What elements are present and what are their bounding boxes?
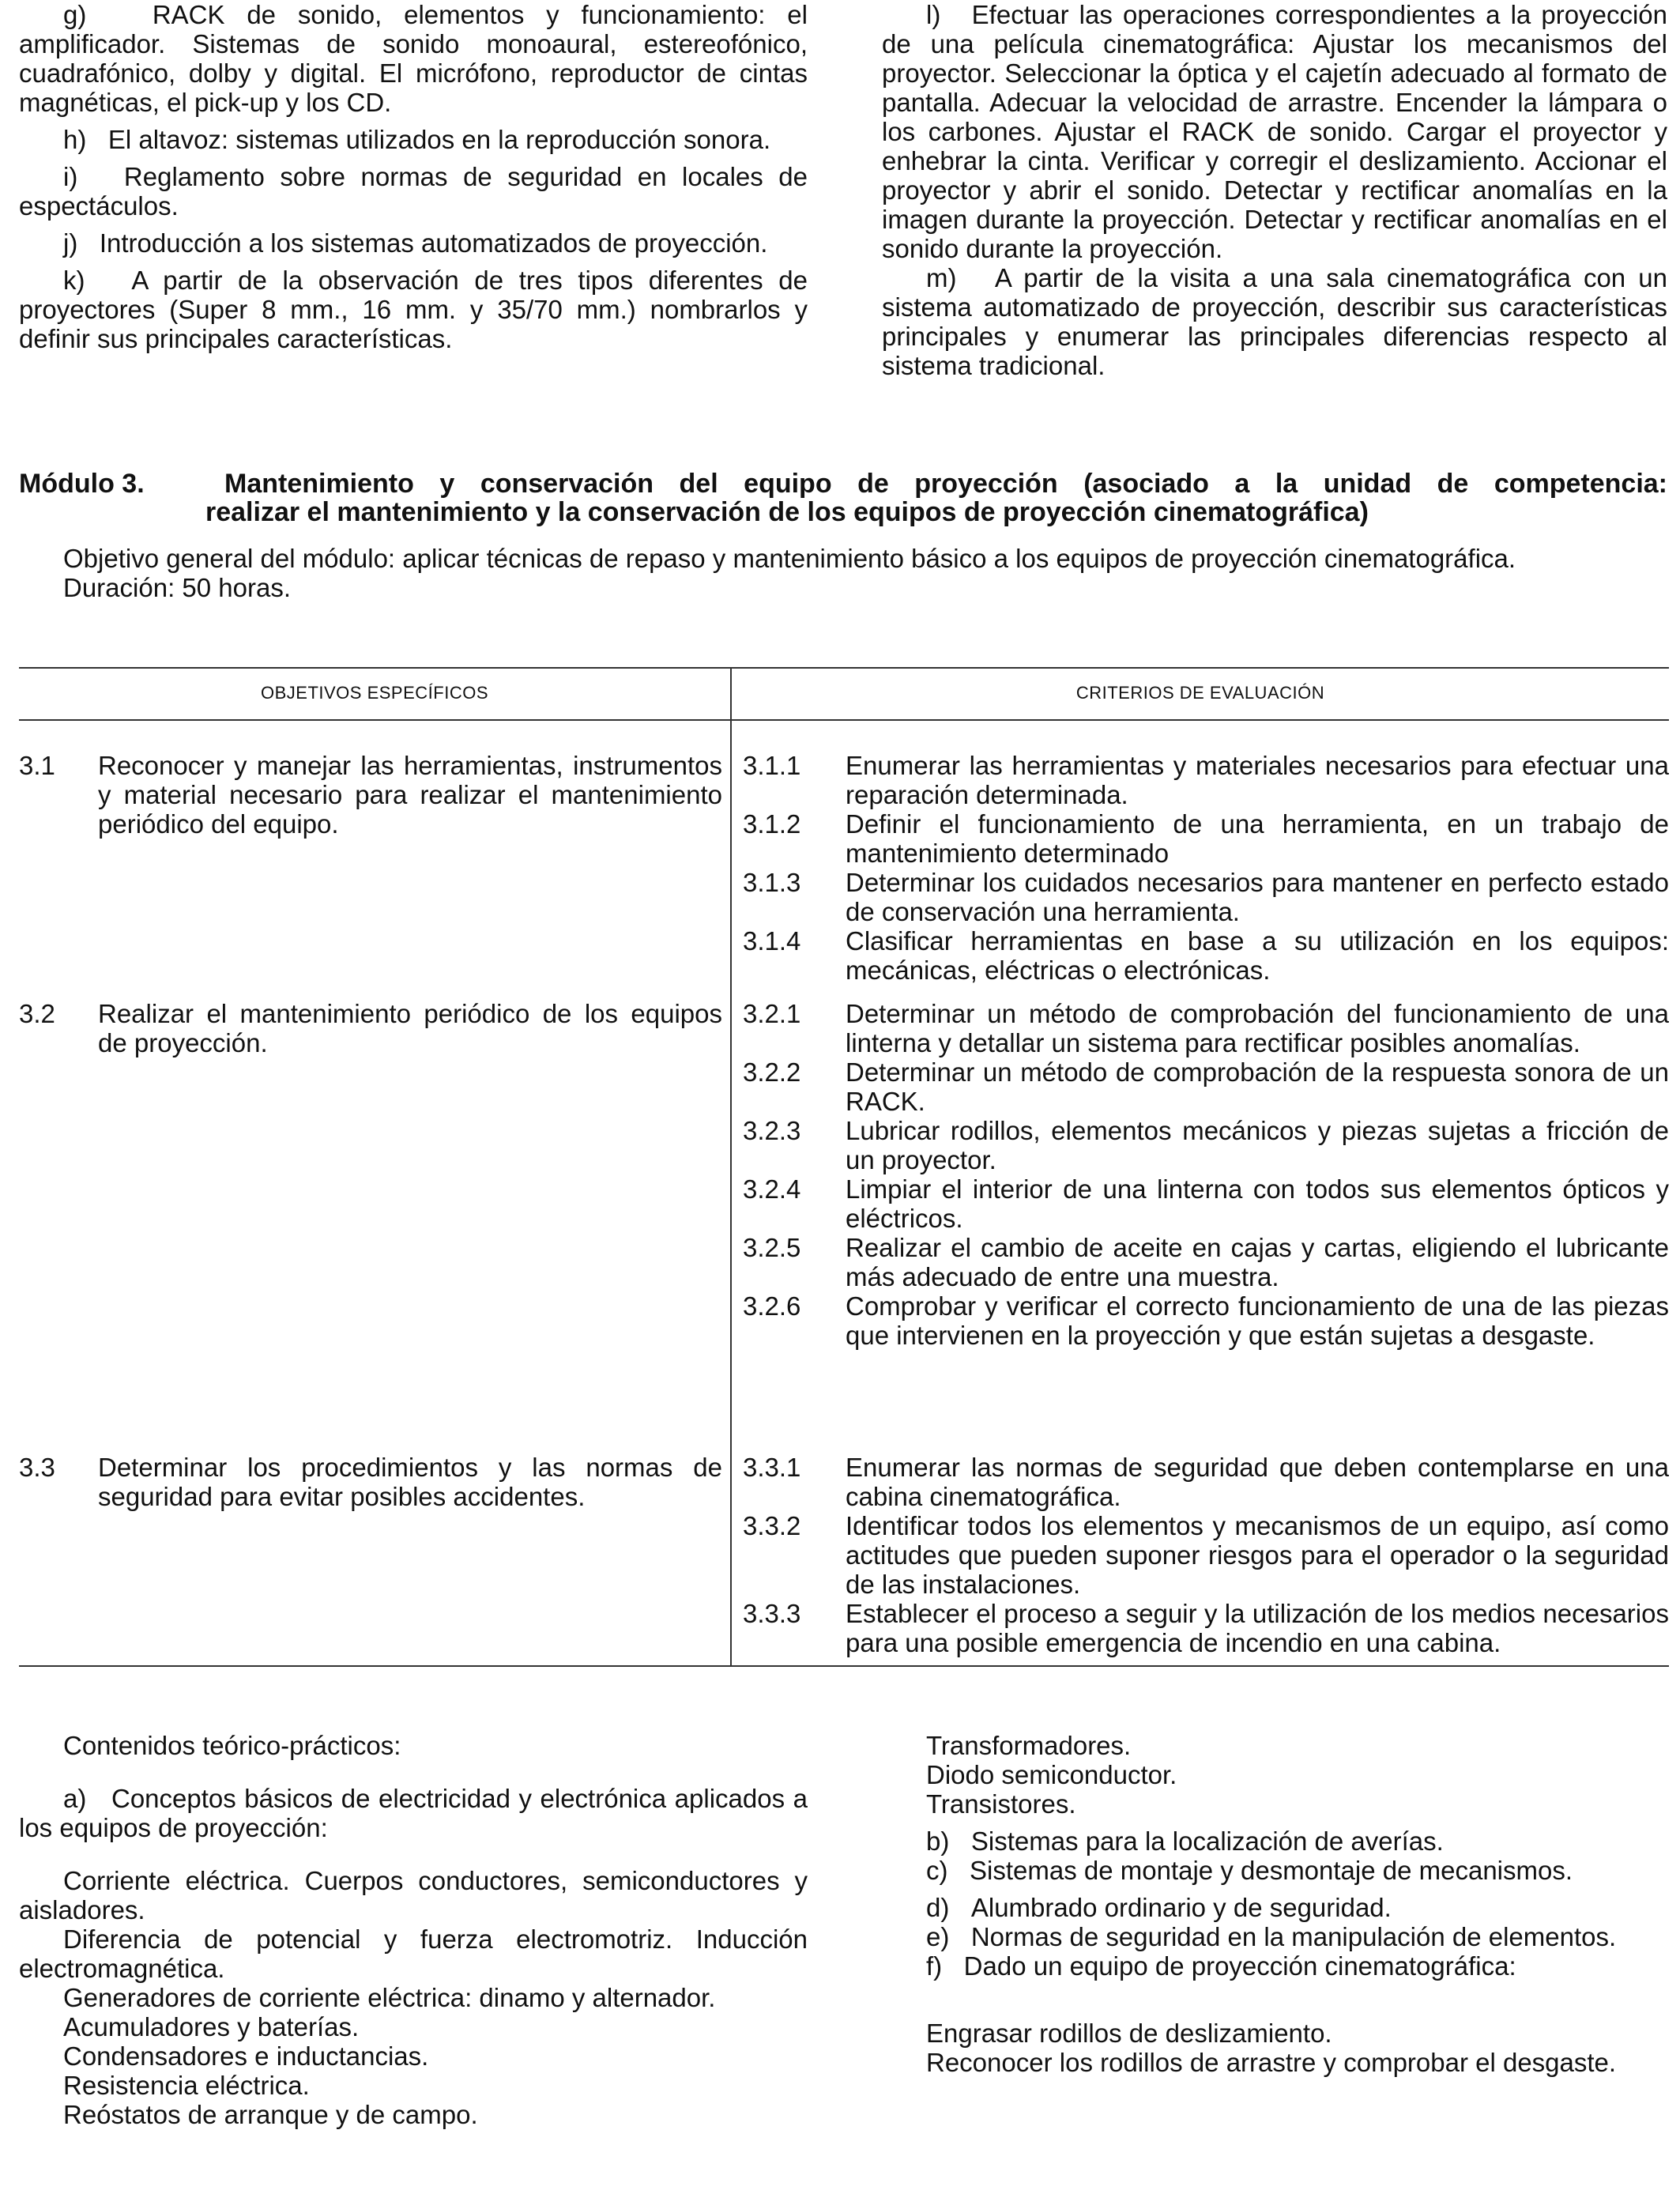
criterion-text: Identificar todos los elementos y mecanismos de un equipo, así como actitudes que pueden suponer riesgos para el operador o la seguridad de las instalaciones. — [846, 1511, 1669, 1599]
list-item-c: c) Sistemas de montaje y desmontaje de mecanismos. — [926, 1856, 1573, 1885]
content-line: Transformadores. — [926, 1731, 1132, 1760]
criteria-group-3-3 — [743, 1453, 1669, 1657]
general-objective: Objetivo general del módulo: aplicar técnicas de repaso y mantenimiento básico a los equipos de proyección cinematográfica. — [63, 544, 1516, 573]
criterion-3-2-1 — [743, 999, 1669, 1057]
criterion-3-2-5 — [743, 1233, 1669, 1291]
criterion-text: Realizar el cambio de aceite en cajas y cartas, eligiendo el lubricante más adecuado de entre una muestra. — [846, 1233, 1669, 1291]
content-line: Transistores. — [926, 1789, 1076, 1819]
criterion-number: 3.3.1 — [743, 1453, 801, 1482]
objective-text: Realizar el mantenimiento periódico de los equipos de proyección. — [98, 999, 722, 1057]
criterion-number: 3.2.3 — [743, 1116, 801, 1145]
content-line: Engrasar rodillos de deslizamiento. — [926, 2019, 1332, 2048]
criterion-text: Enumerar las herramientas y materiales necesarios para efectuar una reparación determinada. — [846, 751, 1669, 809]
top-right-column — [882, 0, 1667, 380]
criterion-text: Limpiar el interior de una linterna con todos sus elementos ópticos y eléctricos. — [846, 1174, 1669, 1233]
criterion-3-1-1 — [743, 751, 1669, 809]
list-item-f: f) Dado un equipo de proyección cinematográfica: — [926, 1951, 1516, 1981]
content-line: Reóstatos de arranque y de campo. — [63, 2100, 478, 2129]
criterion-text: Determinar un método de comprobación de la respuesta sonora de un RACK. — [846, 1057, 1669, 1116]
list-item-l: l) Efectuar las operaciones correspondientes a la proyección de una película cinematográfica: Ajustar los mecanismos del proyector. Seleccionar la óptica y el cajetín adecuado al formato de pantalla. Adecuar la velocidad de arrastre. Encender la lámpara o los carbones. Ajustar el RACK de sonido. Cargar el proyector y enhebrar la cinta. Verificar y corregir el deslizamiento. Accionar el proyector y abrir el sonido. Detectar y rectificar anomalías en la imagen durante la proyección. Detectar y rectificar anomalías en el sonido durante la proyección. — [882, 0, 1667, 263]
objective-number: 3.2 — [19, 999, 55, 1028]
module-duration: Duración: 50 horas. — [63, 573, 291, 602]
criterion-text: Clasificar herramientas en base a su utilización en los equipos: mecánicas, eléctricas o electrónicas. — [846, 926, 1669, 985]
criterion-3-2-2 — [743, 1057, 1669, 1116]
content-line: Generadores de corriente eléctrica: dinamo y alternador. — [63, 1983, 716, 2012]
criterion-number: 3.2.2 — [743, 1057, 801, 1087]
list-item-m: m) A partir de la visita a una sala cinematográfica con un sistema automatizado de proyección, describir sus características principales y enumerar las principales diferencias respecto al sistema tradicional. — [882, 263, 1667, 380]
top-left-column — [19, 0, 808, 353]
content-line: Acumuladores y baterías. — [63, 2012, 360, 2041]
objective-text: Determinar los procedimientos y las normas de seguridad para evitar posibles accidentes. — [98, 1453, 722, 1511]
table-column-divider — [730, 667, 732, 1665]
module-title-line-1: Mantenimiento y conservación del equipo de proyección (asociado a la unidad de competencia: — [224, 469, 1667, 499]
criteria-group-3-2 — [743, 999, 1669, 1350]
criterion-text: Establecer el proceso a seguir y la utilización de los medios necesarios para una posible emergencia de incendio en una cabina. — [846, 1599, 1669, 1657]
module-label: Módulo 3. — [19, 469, 145, 499]
criterion-number: 3.1.3 — [743, 868, 801, 897]
criterion-number: 3.1.4 — [743, 926, 801, 956]
objective-text: Reconocer y manejar las herramientas, instrumentos y material necesario para realizar el mantenimiento periódico del equipo. — [98, 751, 722, 839]
module-objective — [19, 544, 1667, 602]
criterion-number: 3.2.4 — [743, 1174, 801, 1204]
module-title-line-2: realizar el mantenimiento y la conservación de los equipos de proyección cinematográfica) — [205, 497, 1369, 527]
criterion-3-3-1 — [743, 1453, 1669, 1511]
objective-number: 3.3 — [19, 1453, 55, 1482]
criterion-3-3-2 — [743, 1511, 1669, 1599]
content-line: Diodo semiconductor. — [926, 1760, 1177, 1789]
list-item-e: e) Normas de seguridad en la manipulación de elementos. — [926, 1922, 1617, 1951]
criterion-text: Determinar los cuidados necesarios para mantener en perfecto estado de conservación una herramienta. — [846, 868, 1669, 926]
bottom-left-column — [19, 1731, 808, 2129]
list-item-d: d) Alumbrado ordinario y de seguridad. — [926, 1893, 1392, 1922]
criterion-text: Comprobar y verificar el correcto funcionamiento de una de las piezas que intervienen en la proyección y que están sujetas a desgaste. — [846, 1291, 1669, 1350]
content-line: Condensadores e inductancias. — [63, 2041, 429, 2071]
criterion-number: 3.3.2 — [743, 1511, 801, 1540]
list-item-h: h) El altavoz: sistemas utilizados en la reproducción sonora. — [63, 125, 771, 154]
criterion-text: Lubricar rodillos, elementos mecánicos y piezas sujetas a fricción de un proyector. — [846, 1116, 1669, 1174]
criterion-text: Definir el funcionamiento de una herramienta, en un trabajo de mantenimiento determinado — [846, 809, 1669, 868]
list-item-i: i) Reglamento sobre normas de seguridad en locales de espectáculos. — [19, 162, 808, 221]
table-bottom-rule — [19, 1665, 1669, 1667]
contents-heading: Contenidos teórico-prácticos: — [63, 1731, 401, 1760]
criterion-3-1-4 — [743, 926, 1669, 985]
list-item-j: j) Introducción a los sistemas automatizados de proyección. — [63, 228, 768, 258]
criterion-3-2-6 — [743, 1291, 1669, 1350]
criterion-number: 3.2.5 — [743, 1233, 801, 1262]
bottom-right-column — [882, 1731, 1667, 2077]
objective-number: 3.1 — [19, 751, 55, 780]
content-line: Reconocer los rodillos de arrastre y comprobar el desgaste. — [926, 2048, 1617, 2077]
criterion-number: 3.2.1 — [743, 999, 801, 1028]
criterion-3-1-3 — [743, 868, 1669, 926]
content-line: Diferencia de potencial y fuerza electromotriz. Inducción electromagnética. — [19, 1924, 808, 1983]
module-title — [205, 469, 1667, 526]
criterion-number: 3.1.2 — [743, 809, 801, 839]
table-header-criteria: CRITERIOS DE EVALUACIÓN — [1075, 683, 1325, 703]
criterion-3-3-3 — [743, 1599, 1669, 1657]
table-header-objectives: OBJETIVOS ESPECÍFICOS — [260, 683, 488, 703]
criterion-text: Determinar un método de comprobación del funcionamiento de una linterna y detallar un sistema para rectificar posibles anomalías. — [846, 999, 1669, 1057]
list-item-a: a) Conceptos básicos de electricidad y electrónica aplicados a los equipos de proyección: — [19, 1784, 808, 1842]
criterion-3-2-3 — [743, 1116, 1669, 1174]
content-line: Corriente eléctrica. Cuerpos conductores, semiconductores y aisladores. — [19, 1866, 808, 1924]
list-item-k: k) A partir de la observación de tres tipos diferentes de proyectores (Super 8 mm., 16 mm. y 35/70 mm.) nombrarlos y definir sus principales características. — [19, 266, 808, 353]
list-item-b: b) Sistemas para la localización de averías. — [926, 1826, 1444, 1856]
criterion-number: 3.1.1 — [743, 751, 801, 780]
content-line: Resistencia eléctrica. — [63, 2071, 310, 2100]
criterion-number: 3.3.3 — [743, 1599, 801, 1628]
table-header-rule — [19, 719, 1669, 721]
criterion-3-2-4 — [743, 1174, 1669, 1233]
criteria-group-3-1 — [743, 751, 1669, 985]
list-item-g: g) RACK de sonido, elementos y funcionamiento: el amplificador. Sistemas de sonido monoaural, estereofónico, cuadrafónico, dolby y digital. El micrófono, reproductor de cintas magnéticas, el pick-up y los CD. — [19, 0, 808, 117]
table-top-rule — [19, 667, 1669, 669]
criterion-text: Enumerar las normas de seguridad que deben contemplarse en una cabina cinematográfica. — [846, 1453, 1669, 1511]
criterion-number: 3.2.6 — [743, 1291, 801, 1321]
criterion-3-1-2 — [743, 809, 1669, 868]
